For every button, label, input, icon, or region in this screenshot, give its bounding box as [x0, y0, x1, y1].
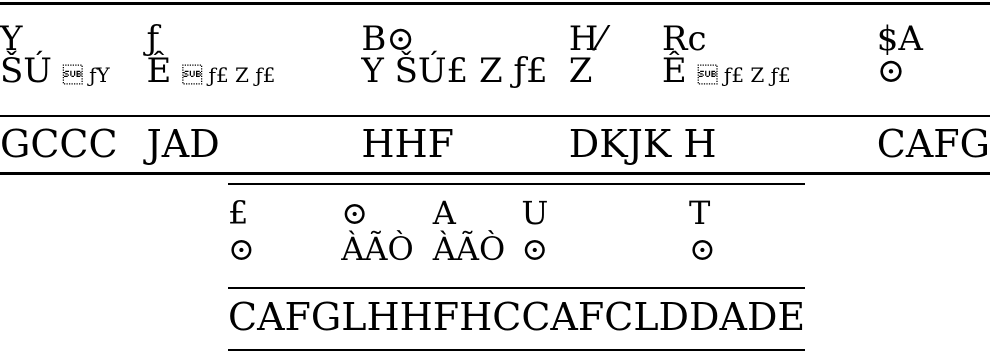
table-cell: FHC	[433, 288, 522, 350]
table-cell: GCCC	[0, 116, 147, 174]
header-cell-3-line2: Y ŠÚ£ Z ƒ£	[361, 51, 548, 91]
header-cell-5	[662, 4, 877, 117]
data-table-2	[228, 183, 805, 351]
header-cell-3-line1: B⊙	[361, 19, 415, 59]
header-cell-1-line1: £	[228, 194, 249, 232]
header-cell-3-line2: ÀÃÒ	[432, 230, 506, 268]
table-cell: CAFCLD	[521, 288, 689, 350]
header-cell-2-line1: ⊙	[341, 194, 369, 232]
header-cell-1-sup:  ƒY	[62, 63, 110, 87]
header-cell-1-line1: Y	[0, 19, 23, 59]
table-header-row	[228, 184, 805, 288]
table-cell: HHF	[361, 116, 568, 174]
header-cell-5-sup:  ƒ£ Z ƒ£	[697, 63, 791, 87]
header-cell-2	[147, 4, 362, 117]
header-cell-1-line2: ŠÚ	[0, 51, 63, 91]
header-cell-3	[433, 184, 522, 288]
header-cell-2-line2: ÀÃÒ	[341, 230, 414, 268]
header-cell-1	[0, 4, 147, 117]
header-cell-4	[569, 4, 662, 117]
header-cell-2-line2: Ê	[146, 51, 183, 91]
header-cell-3	[361, 4, 568, 117]
header-cell-6-line2: ⊙	[876, 51, 906, 91]
header-cell-2-sup:  ƒ£ Z ƒ£	[182, 63, 276, 87]
table-header-row	[0, 4, 990, 117]
header-cell-4-line2: Z	[568, 51, 593, 91]
data-table-1	[0, 2, 990, 175]
header-cell-4-line1: H⁄	[568, 19, 605, 59]
table-cell: DKJK H	[569, 116, 877, 174]
header-cell-1-line2: ⊙	[228, 230, 255, 268]
header-cell-5-line1: T	[689, 194, 711, 232]
header-cell-6-line1: $A	[876, 19, 923, 59]
table-cell: JAD	[147, 116, 362, 174]
header-cell-4-line2: ⊙	[521, 230, 549, 268]
header-cell-5-line2: ⊙	[689, 230, 716, 268]
table-cell: DADE	[689, 288, 805, 350]
table-row	[228, 288, 805, 350]
header-cell-2	[341, 184, 433, 288]
table-cell: CAFG	[877, 116, 990, 174]
header-cell-5-line1: Rc	[661, 19, 707, 59]
header-cell-4	[521, 184, 689, 288]
header-cell-2-line1: ƒ	[146, 19, 160, 59]
table-row	[0, 116, 990, 174]
table-cell: LHH	[341, 288, 433, 350]
header-cell-1	[228, 184, 341, 288]
header-cell-6	[877, 4, 990, 117]
table-cell: CAFG	[228, 288, 341, 350]
header-cell-4-line1: U	[521, 194, 549, 232]
header-cell-5	[689, 184, 805, 288]
header-cell-5-line2: Ê	[661, 51, 698, 91]
header-cell-3-line1: A	[432, 194, 456, 232]
